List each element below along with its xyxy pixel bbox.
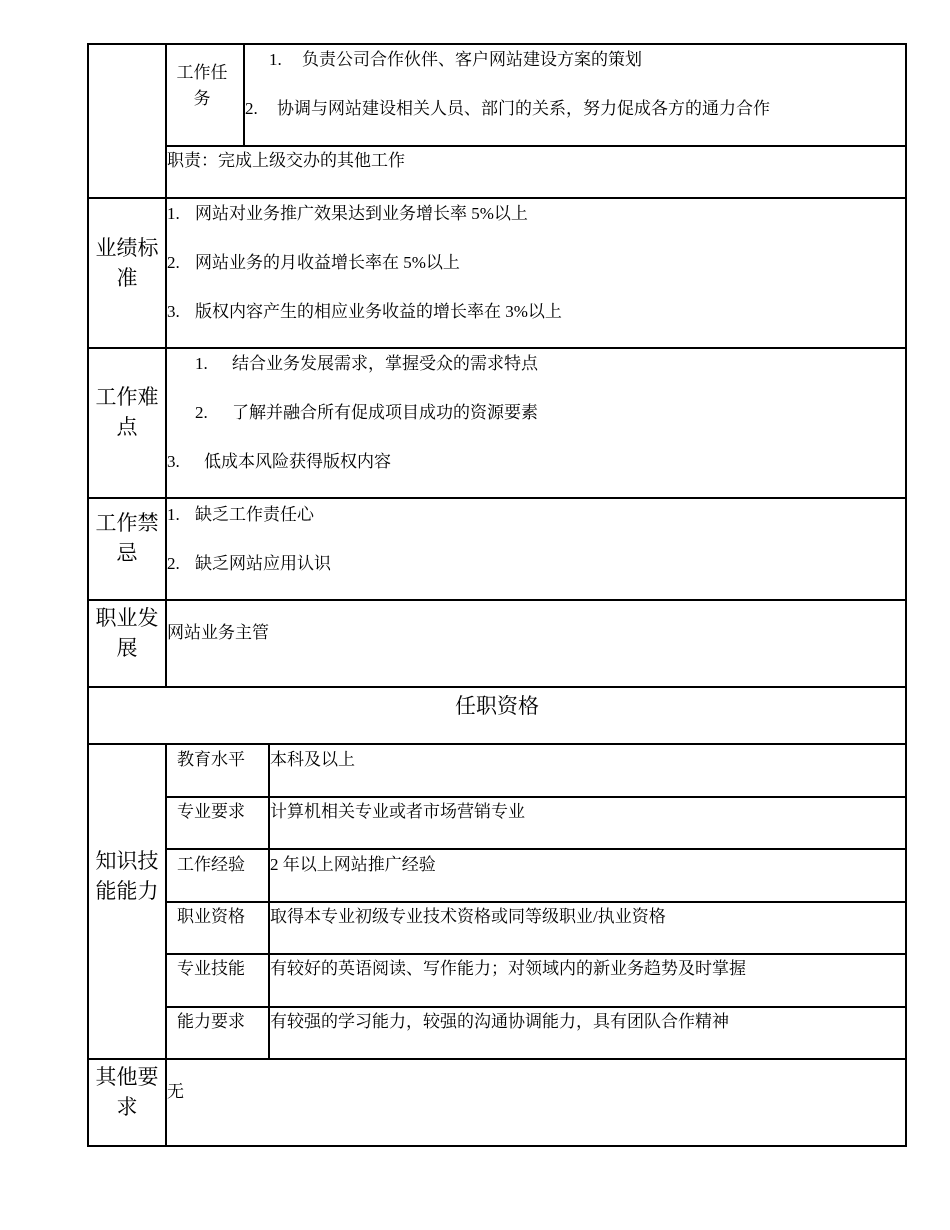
taboo-2-text: 缺乏网站应用认识	[195, 554, 331, 573]
performance-3-text: 版权内容产生的相应业务收益的增长率在 3%以上	[195, 302, 562, 321]
qualification-title: 任职资格	[455, 694, 539, 718]
table-border-bottom	[87, 1145, 907, 1147]
row-divider	[166, 796, 907, 798]
row-divider	[87, 743, 907, 745]
work-task-1-text: 负责公司合作伙伴、客户网站建设方案的策划	[302, 50, 642, 69]
row-divider	[166, 145, 907, 147]
work-tasks-label: 工作任务	[176, 63, 228, 108]
performance-2-text: 网站业务的月收益增长率在 5%以上	[195, 253, 460, 272]
ability-value: 有较强的学习能力，较强的沟通协调能力，具有团队合作精神	[270, 1012, 729, 1031]
career-text: 网站业务主管	[167, 623, 269, 642]
experience-value: 2 年以上网站推广经验	[270, 855, 436, 874]
row-divider	[87, 347, 907, 349]
performance-3-num: 3.	[167, 302, 180, 321]
performance-1-text: 网站对业务推广效果达到业务增长率 5%以上	[195, 204, 528, 223]
row-divider	[87, 197, 907, 199]
education-key: 教育水平	[177, 750, 245, 769]
work-task-2-text: 协调与网站建设相关人员、部门的关系，努力促成各方的通力合作	[277, 99, 770, 118]
qualification-key: 职业资格	[177, 907, 245, 926]
row-divider	[166, 1006, 907, 1008]
difficulty-2-num: 2.	[195, 403, 208, 422]
education-value: 本科及以上	[270, 750, 355, 769]
row-divider	[87, 599, 907, 601]
qualification-value: 取得本专业初级专业技术资格或同等级职业/执业资格	[270, 907, 666, 926]
skills-value: 有较好的英语阅读、写作能力；对领域内的新业务趋势及时掌握	[270, 959, 746, 978]
performance-1-num: 1.	[167, 204, 180, 223]
work-duty: 职责：完成上级交办的其他工作	[167, 151, 405, 170]
difficulty-3-num: 3.	[167, 452, 180, 471]
skills-key: 专业技能	[177, 959, 245, 978]
difficulty-3-text: 低成本风险获得版权内容	[204, 452, 391, 471]
row-divider	[166, 848, 907, 850]
difficulties-label: 工作难点	[95, 385, 159, 439]
knowledge-label: 知识技能能力	[95, 849, 159, 903]
table-border-right	[905, 43, 907, 1147]
major-value: 计算机相关专业或者市场营销专业	[270, 802, 525, 821]
taboo-1-num: 1.	[167, 505, 180, 524]
other-label: 其他要求	[95, 1065, 159, 1119]
row-divider	[87, 497, 907, 499]
work-task-1-num: 1.	[269, 50, 282, 69]
column-divider	[243, 43, 245, 147]
column-divider	[165, 43, 167, 688]
row-divider	[166, 953, 907, 955]
difficulty-2-text: 了解并融合所有促成项目成功的资源要素	[232, 403, 538, 422]
other-text: 无	[167, 1082, 184, 1101]
work-task-2-num: 2.	[245, 99, 258, 118]
difficulty-1-text: 结合业务发展需求，掌握受众的需求特点	[232, 354, 538, 373]
major-key: 专业要求	[177, 802, 245, 821]
performance-label: 业绩标准	[95, 236, 159, 290]
taboo-2-num: 2.	[167, 554, 180, 573]
difficulty-1-num: 1.	[195, 354, 208, 373]
row-divider	[166, 901, 907, 903]
taboos-label: 工作禁忌	[95, 511, 159, 565]
row-divider	[87, 686, 907, 688]
performance-2-num: 2.	[167, 253, 180, 272]
table-border-top	[87, 43, 907, 45]
row-divider	[87, 1058, 907, 1060]
experience-key: 工作经验	[177, 855, 245, 874]
career-label: 职业发展	[95, 606, 159, 660]
table-border-left	[87, 43, 89, 1147]
ability-key: 能力要求	[177, 1012, 245, 1031]
taboo-1-text: 缺乏工作责任心	[195, 505, 314, 524]
